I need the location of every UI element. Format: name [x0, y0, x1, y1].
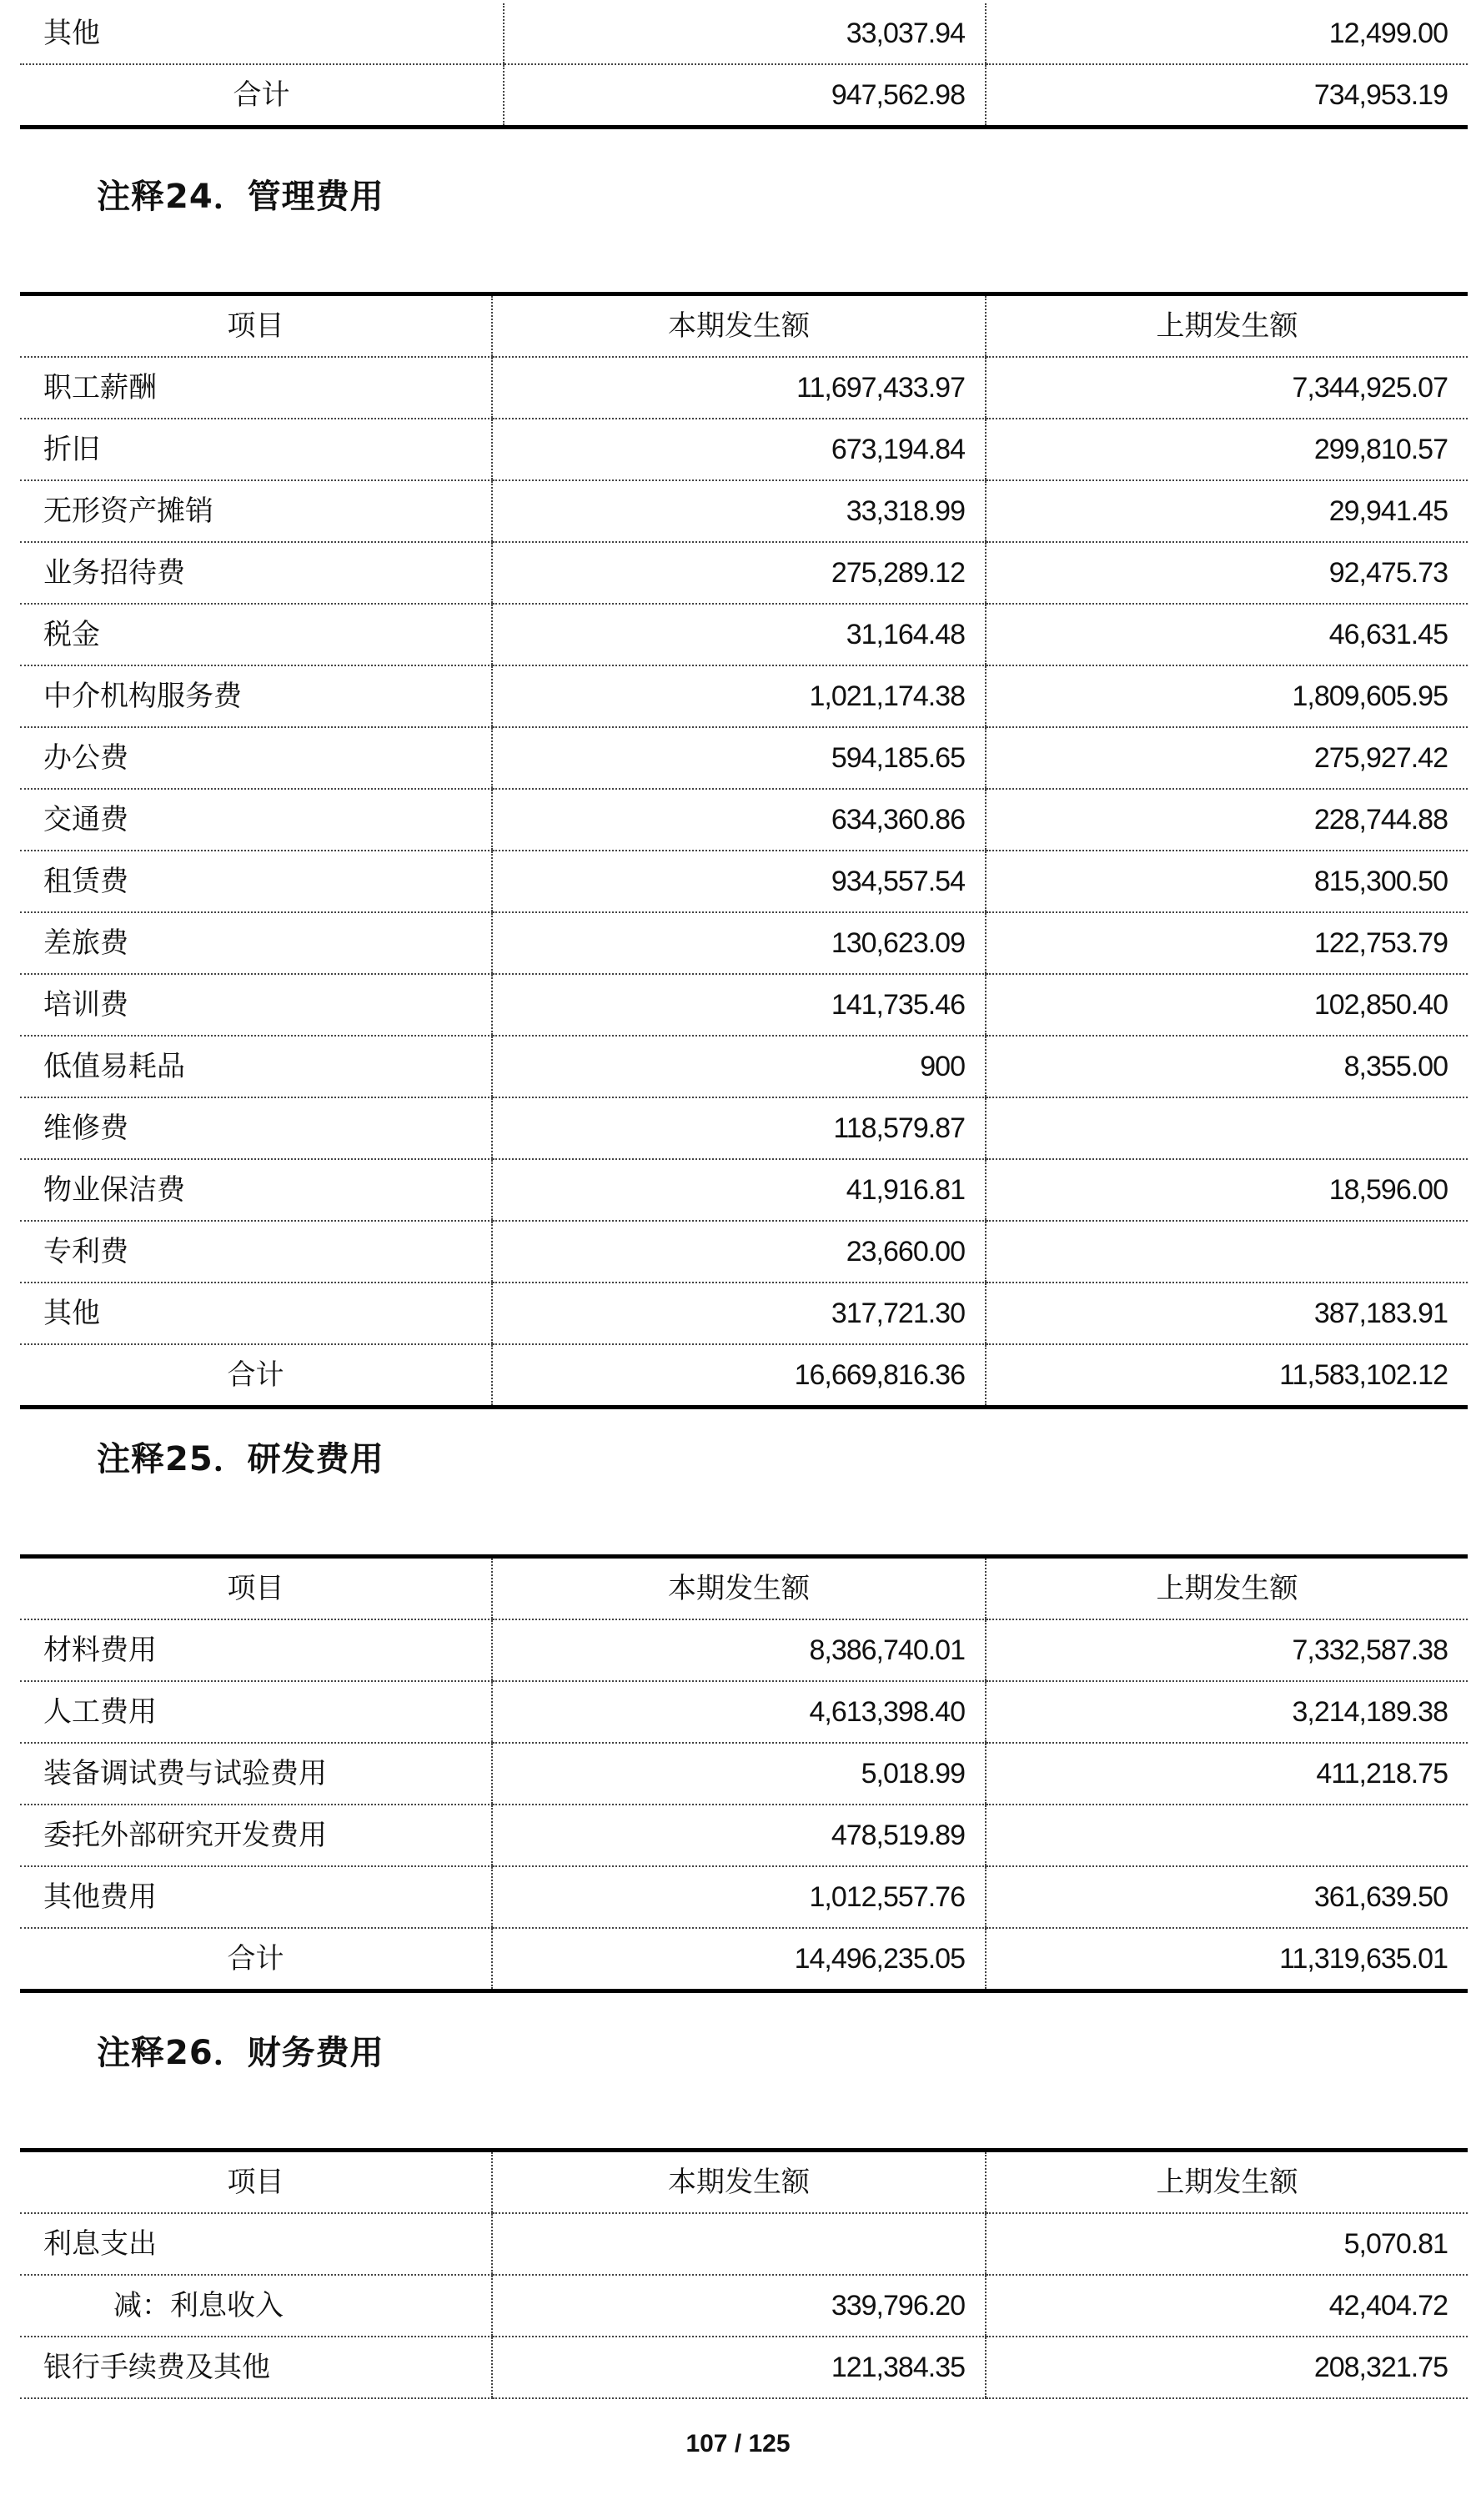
table-row [20, 2213, 1468, 2275]
row-current: 1,012,557.76 [492, 1866, 986, 1928]
total-previous: 11,319,635.01 [986, 1928, 1468, 1991]
row-current: 478,519.89 [492, 1805, 986, 1866]
total-previous: 734,953.19 [986, 64, 1468, 128]
row-item: 办公费 [20, 727, 492, 789]
row-item: 银行手续费及其他 [20, 2337, 492, 2398]
row-current: 934,557.54 [492, 851, 986, 912]
total-row [20, 1928, 1468, 1991]
row-item: 职工薪酬 [20, 357, 492, 419]
total-label: 合计 [20, 64, 504, 128]
row-previous [986, 1097, 1468, 1159]
row-item: 无形资产摊销 [20, 480, 492, 542]
row-item: 业务招待费 [20, 542, 492, 604]
row-previous: 411,218.75 [986, 1743, 1468, 1805]
header-previous: 上期发生额 [986, 294, 1468, 358]
table-row [20, 542, 1468, 604]
table-row [20, 1159, 1468, 1221]
row-current: 33,037.94 [504, 3, 986, 64]
row-item: 培训费 [20, 974, 492, 1036]
row-current: 33,318.99 [492, 480, 986, 542]
table-row [20, 1036, 1468, 1097]
row-previous: 122,753.79 [986, 912, 1468, 974]
row-item: 维修费 [20, 1097, 492, 1159]
row-current: 31,164.48 [492, 604, 986, 665]
table-row [20, 1619, 1468, 1681]
row-current: 594,185.65 [492, 727, 986, 789]
row-current: 41,916.81 [492, 1159, 986, 1221]
row-previous [986, 1805, 1468, 1866]
header-row [20, 1557, 1468, 1620]
header-item: 项目 [20, 2151, 492, 2214]
row-item: 低值易耗品 [20, 1036, 492, 1097]
table-row [20, 604, 1468, 665]
row-current: 275,289.12 [492, 542, 986, 604]
row-previous: 102,850.40 [986, 974, 1468, 1036]
row-previous: 18,596.00 [986, 1159, 1468, 1221]
row-current [492, 2213, 986, 2275]
total-label: 合计 [20, 1344, 492, 1408]
row-previous: 7,344,925.07 [986, 357, 1468, 419]
row-current: 1,021,174.38 [492, 665, 986, 727]
table-row [20, 1743, 1468, 1805]
note24-table [20, 292, 1468, 1409]
table-row [20, 912, 1468, 974]
header-previous: 上期发生额 [986, 2151, 1468, 2214]
header-previous: 上期发生额 [986, 1557, 1468, 1620]
row-item: 利息支出 [20, 2213, 492, 2275]
table-row [20, 2337, 1468, 2398]
table-row [20, 419, 1468, 480]
row-previous: 3,214,189.38 [986, 1681, 1468, 1743]
row-previous: 12,499.00 [986, 3, 1468, 64]
row-previous: 42,404.72 [986, 2275, 1468, 2337]
page-number: 107 / 125 [685, 2430, 791, 2457]
table-row [20, 480, 1468, 542]
row-previous: 208,321.75 [986, 2337, 1468, 2398]
row-previous: 8,355.00 [986, 1036, 1468, 1097]
table-row [20, 789, 1468, 851]
table-row [20, 974, 1468, 1036]
note26-table [20, 2148, 1468, 2399]
note25-table [20, 1554, 1468, 1993]
row-item: 装备调试费与试验费用 [20, 1743, 492, 1805]
row-previous: 299,810.57 [986, 419, 1468, 480]
table-row [20, 1221, 1468, 1283]
row-item: 人工费用 [20, 1681, 492, 1743]
total-label: 合计 [20, 1928, 492, 1991]
table-row [20, 357, 1468, 419]
header-item: 项目 [20, 1557, 492, 1620]
total-current: 16,669,816.36 [492, 1344, 986, 1408]
row-current: 900 [492, 1036, 986, 1097]
row-current: 8,386,740.01 [492, 1619, 986, 1681]
table-row [20, 1866, 1468, 1928]
row-previous [986, 1221, 1468, 1283]
header-row [20, 2151, 1468, 2214]
row-current: 673,194.84 [492, 419, 986, 480]
row-current: 5,018.99 [492, 1743, 986, 1805]
table-row [20, 727, 1468, 789]
row-current: 121,384.35 [492, 2337, 986, 2398]
table-row [20, 851, 1468, 912]
row-previous: 228,744.88 [986, 789, 1468, 851]
row-item: 减：利息收入 [20, 2275, 492, 2337]
row-previous: 361,639.50 [986, 1866, 1468, 1928]
total-current: 14,496,235.05 [492, 1928, 986, 1991]
row-previous: 92,475.73 [986, 542, 1468, 604]
row-current: 23,660.00 [492, 1221, 986, 1283]
row-item: 折旧 [20, 419, 492, 480]
table-row [20, 2275, 1468, 2337]
row-current: 4,613,398.40 [492, 1681, 986, 1743]
row-item: 专利费 [20, 1221, 492, 1283]
row-previous: 29,941.45 [986, 480, 1468, 542]
table-row [20, 1805, 1468, 1866]
row-current: 141,735.46 [492, 974, 986, 1036]
header-current: 本期发生额 [492, 2151, 986, 2214]
row-item: 其他费用 [20, 1866, 492, 1928]
top-continuation-table [20, 3, 1468, 129]
total-row [20, 1344, 1468, 1408]
total-row [20, 64, 1468, 128]
row-item: 材料费用 [20, 1619, 492, 1681]
section-title-note24: 注释24．管理费用 [97, 178, 384, 216]
row-item: 租赁费 [20, 851, 492, 912]
row-previous: 387,183.91 [986, 1283, 1468, 1344]
row-item: 物业保洁费 [20, 1159, 492, 1221]
row-item: 差旅费 [20, 912, 492, 974]
table-row [20, 3, 1468, 64]
table-row [20, 1097, 1468, 1159]
row-current: 317,721.30 [492, 1283, 986, 1344]
header-current: 本期发生额 [492, 294, 986, 358]
table-row [20, 1681, 1468, 1743]
row-item: 委托外部研究开发费用 [20, 1805, 492, 1866]
row-item: 其他 [20, 3, 504, 64]
row-current: 130,623.09 [492, 912, 986, 974]
total-current: 947,562.98 [504, 64, 986, 128]
row-current: 118,579.87 [492, 1097, 986, 1159]
row-previous: 7,332,587.38 [986, 1619, 1468, 1681]
total-previous: 11,583,102.12 [986, 1344, 1468, 1408]
row-item: 税金 [20, 604, 492, 665]
table-row [20, 665, 1468, 727]
row-current: 339,796.20 [492, 2275, 986, 2337]
header-item: 项目 [20, 294, 492, 358]
row-previous: 1,809,605.95 [986, 665, 1468, 727]
section-title-note25: 注释25．研发费用 [97, 1440, 384, 1478]
section-title-note26: 注释26．财务费用 [97, 2034, 384, 2072]
row-item: 其他 [20, 1283, 492, 1344]
row-previous: 815,300.50 [986, 851, 1468, 912]
header-current: 本期发生额 [492, 1557, 986, 1620]
row-current: 634,360.86 [492, 789, 986, 851]
row-item: 交通费 [20, 789, 492, 851]
row-item: 中介机构服务费 [20, 665, 492, 727]
row-previous: 275,927.42 [986, 727, 1468, 789]
row-previous: 46,631.45 [986, 604, 1468, 665]
row-current: 11,697,433.97 [492, 357, 986, 419]
table-row [20, 1283, 1468, 1344]
row-previous: 5,070.81 [986, 2213, 1468, 2275]
header-row [20, 294, 1468, 358]
